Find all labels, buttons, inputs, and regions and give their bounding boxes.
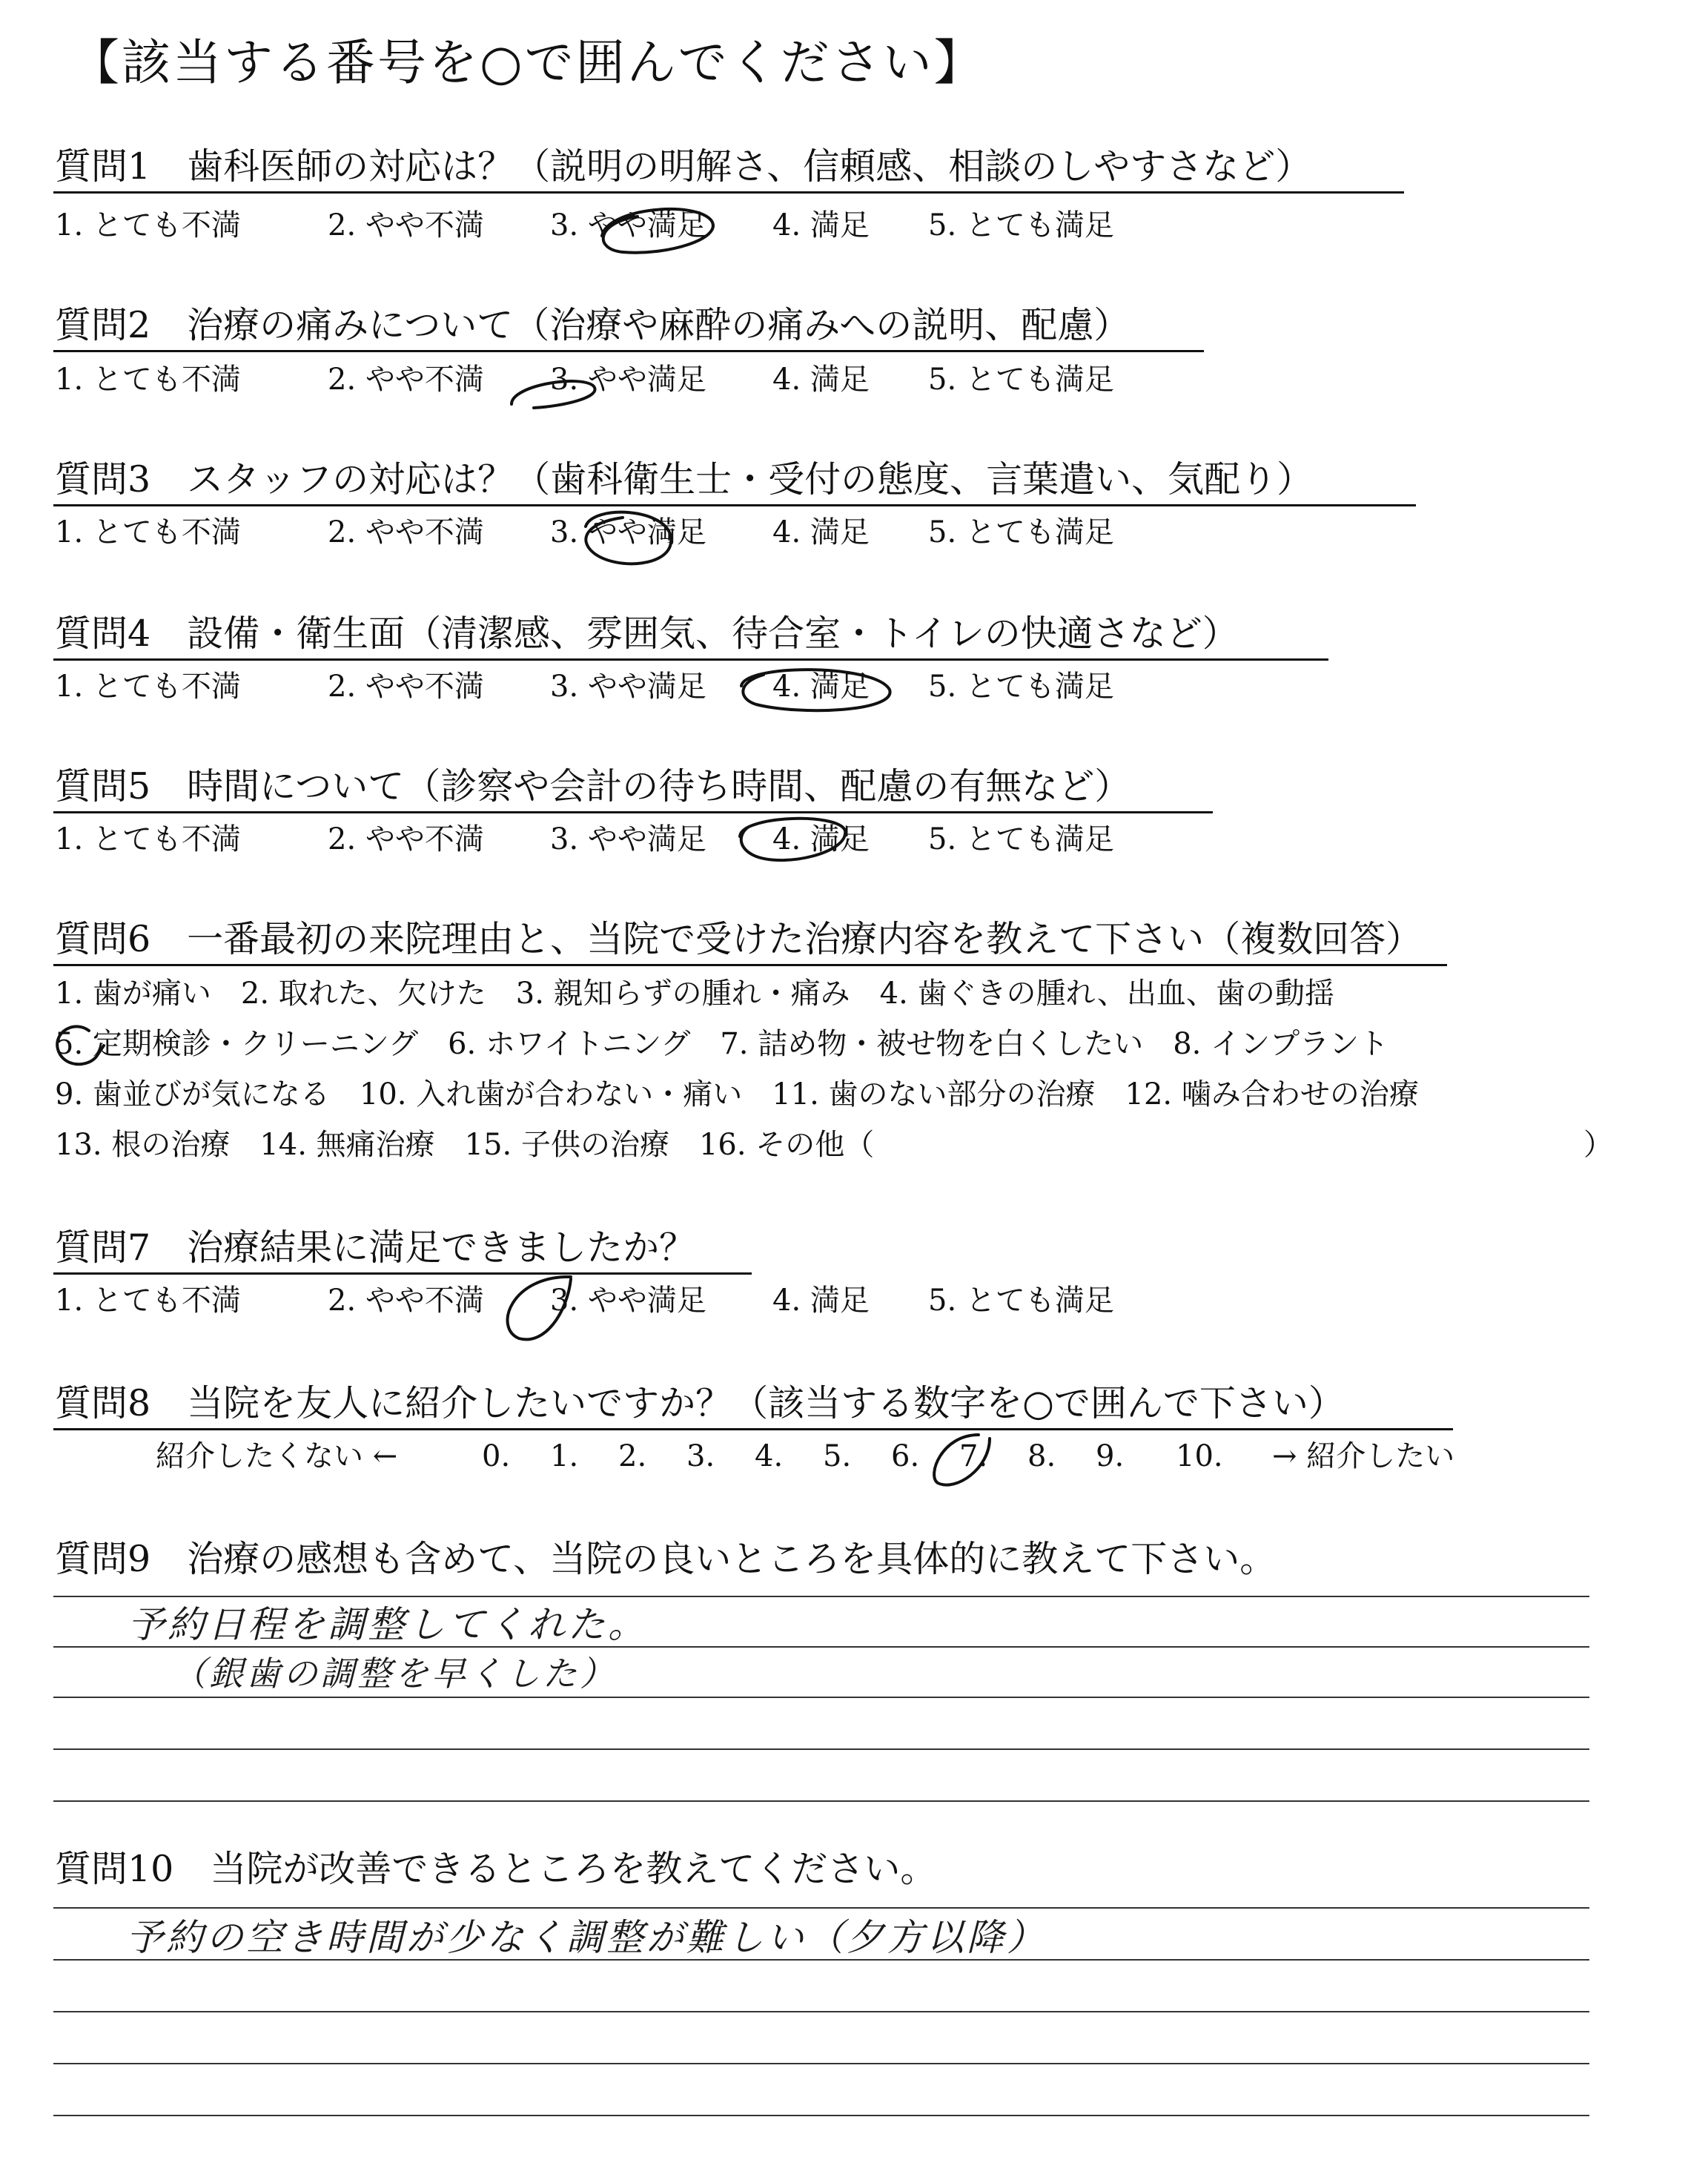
- question-9-label: 質問9 治療の感想も含めて、当院の良いところを具体的に教えて下さい。: [55, 1538, 1277, 1580]
- answer-line: [53, 1596, 1589, 1597]
- option-5[interactable]: 5. とても満足: [928, 208, 1114, 242]
- answer-line: [53, 1907, 1589, 1909]
- option-3[interactable]: 3. やや満足: [550, 515, 706, 549]
- question-3-label: 質問3 スタッフの対応は？（歯科衛生士・受付の態度、言葉遣い、気配り）: [55, 458, 1314, 501]
- option-3[interactable]: 3. やや満足: [550, 822, 706, 856]
- scale-4[interactable]: 4.: [755, 1439, 784, 1473]
- option-4[interactable]: 4. 満足: [772, 1284, 870, 1318]
- option-2[interactable]: 2. やや不満: [328, 515, 484, 549]
- option-1[interactable]: 1. とても不満: [55, 363, 241, 397]
- handwritten-answer-10-line-1[interactable]: 予約の空き時間が少なく調整が難しい（夕方以降）: [126, 1916, 1047, 1959]
- option-5[interactable]: 5. とても満足: [928, 363, 1114, 397]
- scale-6[interactable]: 6.: [891, 1439, 920, 1473]
- option-2[interactable]: 2. やや不満: [328, 822, 484, 856]
- scale-9[interactable]: 9.: [1096, 1439, 1125, 1473]
- question-8-scale: [156, 1441, 1454, 1471]
- option-4[interactable]: 4. 満足: [772, 515, 870, 549]
- scale-3[interactable]: 3.: [686, 1439, 715, 1473]
- handwritten-answer-9-line-2[interactable]: （銀歯の調整を早くした）: [172, 1654, 617, 1694]
- scale-left-label: 紹介したくない ←: [156, 1439, 398, 1473]
- answer-line: [53, 2011, 1589, 2012]
- answer-line: [53, 1959, 1589, 1961]
- question-6-row-4[interactable]: 13. 根の治療 14. 無痛治療 15. 子供の治療 16. その他（: [55, 1128, 875, 1162]
- answer-line: [53, 1800, 1589, 1802]
- question-5-underline: [53, 811, 1213, 813]
- question-8-label: 質問8 当院を友人に紹介したいですか？（該当する数字を○で囲んで下さい）: [55, 1382, 1345, 1424]
- option-4[interactable]: 4. 満足: [772, 363, 870, 397]
- option-4[interactable]: 4. 満足: [772, 670, 870, 704]
- answer-line: [53, 1697, 1589, 1698]
- question-5-label: 質問5 時間について（診察や会計の待ち時間、配慮の有無など）: [55, 765, 1131, 807]
- option-5[interactable]: 5. とても満足: [928, 670, 1114, 704]
- option-4[interactable]: 4. 満足: [772, 208, 870, 242]
- question-3-options: [55, 515, 1114, 549]
- question-6-row-2[interactable]: 5. 定期検診・クリーニング 6. ホワイトニング 7. 詰め物・被せ物を白くしたい 8. インプラント: [55, 1027, 1389, 1061]
- question-6-row-1[interactable]: 1. 歯が痛い 2. 取れた、欠けた 3. 親知らずの腫れ・痛み 4. 歯ぐきの腫れ、出血、歯の動揺: [55, 977, 1334, 1011]
- answer-line: [53, 1748, 1589, 1750]
- option-5[interactable]: 5. とても満足: [928, 515, 1114, 549]
- option-3[interactable]: 3. やや満足: [550, 670, 706, 704]
- option-1[interactable]: 1. とても不満: [55, 822, 241, 856]
- question-6-label: 質問6 一番最初の来院理由と、当院で受けた治療内容を教えて下さい（複数回答）: [55, 918, 1423, 960]
- question-5-options: [55, 822, 1114, 856]
- question-2-label: 質問2 治療の痛みについて（治療や麻酔の痛みへの説明、配慮）: [55, 304, 1131, 346]
- option-2[interactable]: 2. やや不満: [328, 208, 484, 242]
- question-10-label: 質問10 当院が改善できるところを教えてください。: [55, 1848, 937, 1890]
- question-1-options: [55, 208, 1114, 242]
- question-4-underline: [53, 658, 1328, 661]
- option-2[interactable]: 2. やや不満: [328, 1284, 484, 1318]
- scale-2[interactable]: 2.: [618, 1439, 647, 1473]
- question-2-options: [55, 363, 1114, 397]
- question-2-underline: [53, 350, 1204, 352]
- question-3-underline: [53, 504, 1416, 506]
- question-1-label: 質問1 歯科医師の対応は？（説明の明解さ、信頼感、相談のしやすさなど）: [55, 145, 1312, 188]
- answer-line: [53, 2115, 1589, 2116]
- question-7-underline: [53, 1272, 752, 1275]
- question-7-options: [55, 1284, 1114, 1318]
- option-5[interactable]: 5. とても満足: [928, 822, 1114, 856]
- option-3[interactable]: 3. やや満足: [550, 208, 706, 242]
- option-1[interactable]: 1. とても不満: [55, 1284, 241, 1318]
- option-2[interactable]: 2. やや不満: [328, 363, 484, 397]
- question-1-underline: [53, 191, 1404, 194]
- question-6-underline: [53, 964, 1447, 966]
- page-title: 【該当する番号を○で囲んでください】: [70, 34, 985, 91]
- question-4-label: 質問4 設備・衛生面（清潔感、雰囲気、待合室・トイレの快適さなど）: [55, 612, 1239, 655]
- scale-10[interactable]: 10.: [1176, 1439, 1223, 1473]
- scale-8[interactable]: 8.: [1027, 1439, 1056, 1473]
- option-3[interactable]: 3. やや満足: [550, 1284, 706, 1318]
- question-8-underline: [53, 1428, 1453, 1430]
- option-1[interactable]: 1. とても不満: [55, 670, 241, 704]
- answer-line: [53, 2063, 1589, 2064]
- question-7-label: 質問7 治療結果に満足できましたか？: [55, 1226, 696, 1269]
- scale-right-label: → 紹介したい: [1272, 1439, 1455, 1473]
- question-6-close-paren: ）: [1583, 1128, 1613, 1162]
- scale-0[interactable]: 0.: [482, 1439, 511, 1473]
- option-5[interactable]: 5. とても満足: [928, 1284, 1114, 1318]
- option-3[interactable]: 3. やや満足: [550, 363, 706, 397]
- scale-1[interactable]: 1.: [550, 1439, 579, 1473]
- question-4-options: [55, 670, 1114, 704]
- handwritten-answer-9-line-1[interactable]: 予約日程を調整してくれた。: [128, 1603, 648, 1646]
- option-1[interactable]: 1. とても不満: [55, 208, 241, 242]
- option-2[interactable]: 2. やや不満: [328, 670, 484, 704]
- question-6-row-3[interactable]: 9. 歯並びが気になる 10. 入れ歯が合わない・痛い 11. 歯のない部分の治療 12. 噛み合わせの治療: [55, 1077, 1419, 1112]
- scale-5[interactable]: 5.: [823, 1439, 852, 1473]
- option-4[interactable]: 4. 満足: [772, 822, 870, 856]
- scale-7[interactable]: 7.: [959, 1439, 988, 1473]
- answer-line: [53, 1646, 1589, 1648]
- option-1[interactable]: 1. とても不満: [55, 515, 241, 549]
